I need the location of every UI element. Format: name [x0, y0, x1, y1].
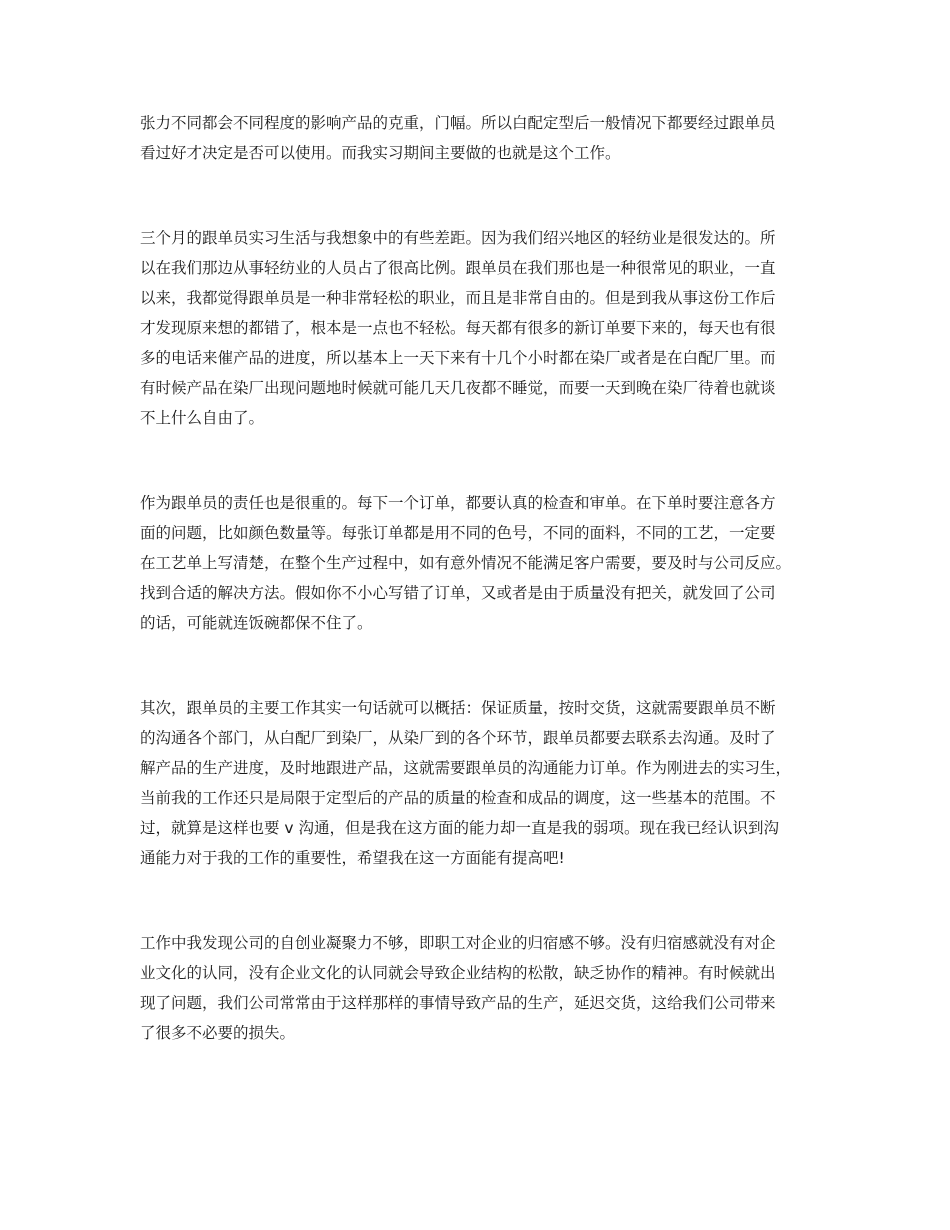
- text-line: 业文化的认同，没有企业文化的认同就会导致企业结构的松散，缺乏协作的精神。有时候就出: [140, 964, 776, 982]
- paragraph-1: [140, 108, 820, 168]
- text-line: 以来，我都觉得跟单员是一种非常轻松的职业，而且是非常自由的。但是到我从事这份工作后: [140, 289, 776, 307]
- text-line: 多的电话来催产品的进度，所以基本上一天下来有十几个小时都在染厂或者是在白配厂里。而: [140, 349, 776, 367]
- text-line: 在工艺单上写清楚，在整个生产过程中，如有意外情况不能满足客户需要，要及时与公司反应。: [140, 554, 792, 572]
- text-line: 不上什么自由了。: [140, 409, 265, 427]
- paragraph-5: [140, 928, 820, 1048]
- text-line: 了很多不必要的损失。: [140, 1024, 296, 1042]
- text-line: 三个月的跟单员实习生活与我想象中的有些差距。因为我们绍兴地区的轻纺业是很发达的。所: [140, 229, 776, 247]
- text-line: 其次，跟单员的主要工作其实一句话就可以概括：保证质量，按时交货，这就需要跟单员不断: [140, 699, 776, 717]
- text-line: 面的问题，比如颜色数量等。每张订单都是用不同的色号，不同的面料，不同的工艺，一定要: [140, 524, 776, 542]
- paragraph-3: [140, 488, 820, 638]
- text-line: 现了问题，我们公司常常由于这样那样的事情导致产品的生产，延迟交货，这给我们公司带来: [140, 994, 776, 1012]
- text-line: 解产品的生产进度，及时地跟进产品，这就需要跟单员的沟通能力订单。作为刚进去的实习生，: [140, 759, 792, 777]
- text-line: 张力不同都会不同程度的影响产品的克重，门幅。所以白配定型后一般情况下都要经过跟单员: [140, 114, 776, 132]
- text-line: 找到合适的解决方法。假如你不小心写错了订单，又或者是由于质量没有把关，就发回了公司: [140, 584, 776, 602]
- text-line: 以在我们那边从事轻纺业的人员占了很高比例。跟单员在我们那也是一种很常见的职业，一直: [140, 259, 776, 277]
- text-line: 的沟通各个部门，从白配厂到染厂，从染厂到的各个环节，跟单员都要去联系去沟通。及时了: [140, 729, 776, 747]
- text-line: 作为跟单员的责任也是很重的。每下一个订单，都要认真的检查和审单。在下单时要注意各方: [140, 494, 776, 512]
- text-line: 工作中我发现公司的自创业凝聚力不够，即职工对企业的归宿感不够。没有归宿感就没有对企: [140, 934, 776, 952]
- text-line: 当前我的工作还只是局限于定型后的产品的质量的检查和成品的调度，这一些基本的范围。不: [140, 789, 776, 807]
- text-line: 看过好才决定是否可以使用。而我实习期间主要做的也就是这个工作。: [140, 144, 621, 162]
- text-line: 才发现原来想的都错了，根本是一点也不轻松。每天都有很多的新订单要下来的，每天也有很: [140, 319, 776, 337]
- paragraph-4: [140, 693, 820, 873]
- paragraph-2: [140, 223, 820, 433]
- text-line: 有时候产品在染厂出现问题地时候就可能几天几夜都不睡觉，而要一天到晚在染厂待着也就谈: [140, 379, 776, 397]
- text-line: 过，就算是这样也要 v 沟通，但是我在这方面的能力却一直是我的弱项。现在我已经认识到沟: [140, 819, 780, 837]
- text-line: 通能力对于我的工作的重要性，希望我在这一方面能有提高吧!: [140, 849, 565, 867]
- text-line: 的话，可能就连饭碗都保不住了。: [140, 614, 373, 632]
- document-body: [140, 108, 820, 1103]
